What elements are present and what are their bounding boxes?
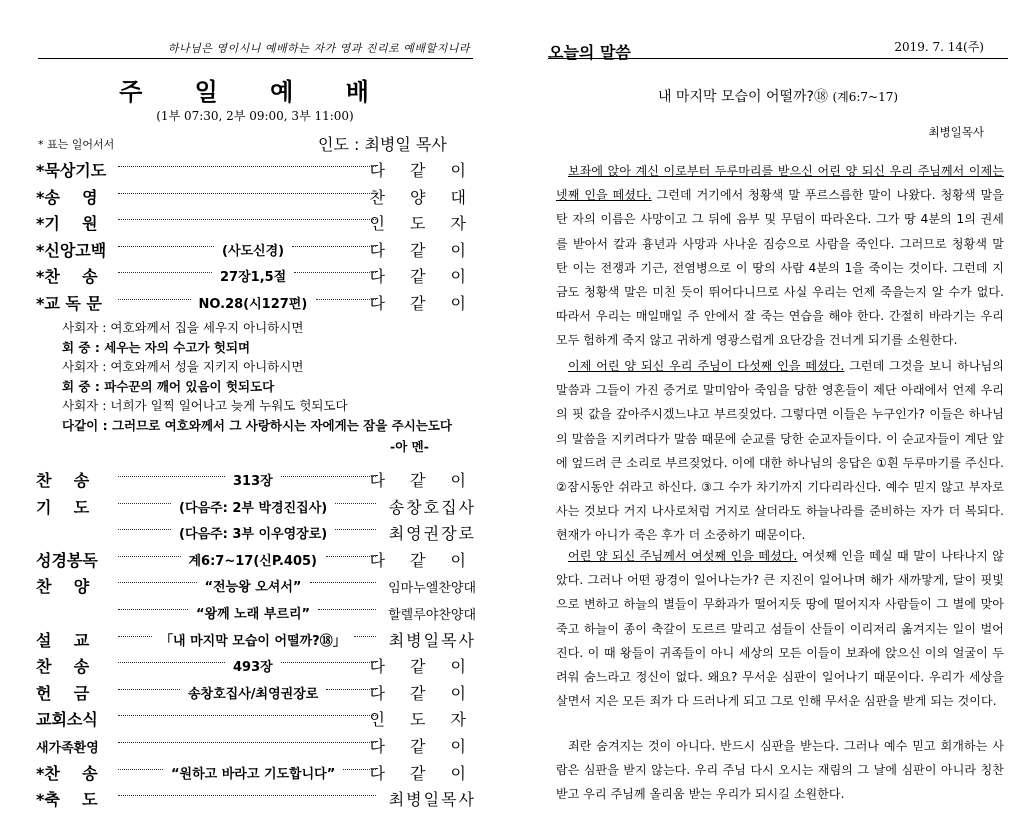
responsive-line: [62, 318, 482, 336]
order-row: [36, 209, 476, 235]
responsive-text: 여호와께서 집을 세우지 아니하시면: [110, 320, 304, 335]
amen: -아 멘-: [390, 439, 429, 454]
section-header: 오늘의 말씀: [548, 43, 631, 62]
standing-note: * 표는 일어서서: [38, 138, 115, 151]
dot-leader: [118, 219, 376, 220]
dot-leader: [118, 503, 171, 504]
paragraph-2: [556, 354, 1004, 548]
page-title: 주 일 예 배: [119, 77, 391, 106]
dot-leader: [318, 609, 376, 610]
sermon-reference: (계6:7~17): [832, 90, 899, 104]
order-row: [36, 519, 476, 545]
order-row: [36, 626, 476, 652]
order-person: 다 같 이: [369, 657, 476, 677]
dot-leader: [118, 609, 188, 610]
order-row: [36, 652, 476, 678]
sermon-column: [528, 0, 1028, 824]
order-person: 다 같 이: [369, 293, 476, 313]
order-label: 기 도: [36, 497, 90, 517]
responsive-text: 너희가 일찍 일어나고 늦게 누워도 헛되도다: [110, 398, 348, 413]
order-row: [36, 572, 476, 598]
order-label: 성경봉독: [36, 550, 98, 570]
dot-leader: [335, 529, 376, 530]
order-label: *송 영: [36, 187, 98, 207]
responsive-speaker: 회 중 :: [62, 378, 100, 394]
responsive-speaker: 사회자 :: [62, 398, 107, 413]
order-detail: 「내 마지막 모습이 어떨까?⑱」: [160, 633, 346, 649]
order-row: [36, 599, 476, 625]
order-label: *축 도: [36, 790, 98, 810]
dot-leader: [118, 193, 376, 194]
order-person: 다 같 이: [369, 737, 476, 756]
dot-leader: [326, 689, 376, 690]
order-label: 찬 송: [36, 471, 90, 490]
order-detail: “전능왕 오셔서”: [204, 580, 302, 596]
order-detail: “왕께 노래 부르리”: [196, 607, 311, 622]
order-person: 할렐루야찬양대: [388, 608, 476, 623]
responsive-text: 여호와께서 성을 지키지 아니하시면: [110, 359, 304, 374]
order-detail: 계6:7~17(신P.405): [188, 553, 317, 569]
order-detail: NO.28(시127편): [198, 296, 308, 312]
order-row: [36, 236, 476, 262]
order-row: [36, 732, 476, 758]
responsive-speaker: 다같이 :: [62, 417, 108, 433]
order-person: 최영권장로: [388, 524, 476, 544]
order-person: 다 같 이: [369, 267, 476, 286]
order-label: 찬 송: [36, 657, 90, 677]
order-row: [36, 493, 476, 519]
date: 2019. 7. 14(주): [894, 40, 984, 54]
paragraph-2-lead: 이제 어린 양 되신 우리 주님이 다섯째 인을 떼셨다.: [568, 359, 845, 373]
order-label: 새가족환영: [36, 741, 99, 756]
order-detail: 313장: [233, 474, 273, 489]
responsive-line: [62, 377, 482, 395]
responsive-line: [62, 357, 482, 375]
order-person: 다 같 이: [369, 763, 476, 783]
order-label: 헌 금: [36, 683, 90, 703]
order-row: [36, 785, 476, 811]
order-person: 다 같 이: [369, 240, 476, 260]
sermon-title-text: 내 마지막 모습이 어떨까?⑱: [657, 89, 828, 105]
order-row: [36, 289, 476, 315]
order-label: *교 독 문: [36, 293, 102, 313]
order-detail: (다음주: 2부 박경진집사): [179, 500, 328, 516]
order-person: 찬 양 대: [369, 187, 476, 207]
order-row: [36, 466, 476, 492]
responsive-text: 파수꾼의 깨어 있음이 헛되도다: [104, 378, 275, 394]
order-row: [36, 759, 476, 785]
responsive-speaker: 회 중 :: [62, 339, 100, 355]
dot-leader: [310, 582, 377, 583]
author: 최병일목사: [928, 125, 984, 139]
sermon-title: [528, 86, 1028, 106]
dot-leader: [118, 795, 376, 796]
order-person: 송창호집사: [388, 497, 476, 517]
motto: 하나님은 영이시니 예배하는 자가 영과 진리로 예배할지니라: [167, 42, 470, 55]
order-person: 인 도 자: [369, 710, 476, 730]
order-detail: 27장1,5절: [220, 270, 287, 285]
dot-leader: [118, 689, 180, 690]
order-row: [36, 156, 476, 182]
paragraph-1-lead: 보좌에 앉아 계신 이로부터 두루마리를 받으신 어린 양 되신 우리 주님께서 이제는 넷째 인을 떼셨다.: [556, 164, 1004, 203]
order-person: 최병일목사: [388, 790, 476, 810]
dot-leader: [118, 166, 376, 167]
order-label: *묵상기도: [36, 161, 107, 180]
dot-leader: [343, 769, 376, 770]
responsive-line: [62, 338, 482, 356]
order-label: *찬 송: [36, 267, 98, 286]
worship-order-column: [0, 0, 500, 824]
responsive-line: [62, 416, 482, 434]
dot-leader: [118, 582, 197, 583]
dot-leader: [335, 503, 376, 504]
header-divider: [548, 58, 1008, 59]
order-label: *찬 송: [36, 763, 98, 783]
dot-leader: [294, 272, 376, 273]
order-row: [36, 705, 476, 731]
paragraph-4: 죄란 숨겨지는 것이 아니다. 반드시 심판을 받는다. 그러나 예수 믿고 회개하는 사람은 심판을 받지 않는다. 우리 주님 다시 오시는 재림의 그 날에 심판이 아니라 칭찬받고 우리 주님께 올리움 받는 우리가 되시길 소원한다.: [556, 739, 1004, 802]
paragraph-2-body: 그런데 그것을 보니 하나님의 말씀과 그들이 가진 증거로 말미암아 죽임을 당한 영혼들이 제단 아래에서 언제 우리의 핏 값을 갚아주시겠느냐고 부르짖었다. 그렇다면 이들은 누구인가? 이들은 하나님의 말씀을 지키려다가 말씀 때문에 순교를 당한 순교자들이다. 이 순교자들이 계단 앞에 엎드려 큰 소리로 부르짖었다. 이에 대한 하나님의 응답은 ①흰 두루마기를 주신다. ②잠시동안 쉬라고 하신다. ③그 수가 차기까지 기다리라신다. 예수 믿지 않고 부자로 사는 것보다 거지 나사로처럼 거지로 살더라도 하늘나라를 준비하는 자가 더 복되다. 현재가 아니가 죽은 후가 더 소중하기 때문이다.: [556, 359, 1004, 543]
order-label: 설 교: [36, 630, 90, 650]
paragraph-3-lead: 어린 양 되신 주님께서 여섯째 인을 떼셨다.: [568, 549, 798, 563]
order-label: 교회소식: [36, 710, 98, 730]
order-person: 임마누엘찬양대: [388, 581, 476, 597]
dot-leader: [118, 636, 152, 637]
order-detail: (사도신경): [222, 243, 285, 259]
order-person: 최병일목사: [388, 630, 476, 650]
responsive-line: [62, 396, 482, 414]
order-detail: 493장: [233, 660, 273, 676]
paragraph-3: [556, 544, 1004, 713]
responsive-text: 세우는 자의 수고가 헛되며: [104, 339, 251, 355]
order-detail: (다음주: 3부 이우영장로): [179, 527, 328, 543]
order-detail: 송창호집사/최영권장로: [188, 686, 319, 702]
dot-leader: [118, 529, 171, 530]
dot-leader: [354, 636, 376, 637]
dot-leader: [316, 299, 377, 300]
order-person: 인 도 자: [369, 214, 476, 233]
dot-leader: [118, 556, 181, 557]
leader: 인도 : 최병일 목사: [318, 135, 447, 154]
motto-divider: [38, 58, 473, 59]
order-label: *신앙고백: [36, 240, 107, 260]
dot-leader: [118, 662, 225, 663]
order-row: [36, 262, 476, 288]
dot-leader: [118, 742, 376, 743]
dot-leader: [281, 476, 376, 477]
order-person: 다 같 이: [369, 471, 476, 490]
dot-leader: [118, 272, 212, 273]
order-label: 찬 양: [36, 577, 90, 597]
dot-leader: [118, 299, 191, 300]
dot-leader: [326, 556, 377, 557]
order-row: [36, 183, 476, 209]
order-person: 다 같 이: [369, 683, 476, 703]
service-times: (1부 07:30, 2부 09:00, 3부 11:00): [156, 109, 354, 123]
order-person: 다 같 이: [369, 161, 476, 180]
dot-leader: [292, 246, 376, 247]
order-row: [36, 546, 476, 572]
order-detail: “원하고 바라고 기도합니다”: [171, 766, 336, 782]
dot-leader: [281, 662, 376, 663]
paragraph-1-body: 그런데 거기에서 청황색 말 푸르스름한 말이 나왔다. 청황색 말을 탄 자의 이름은 사망이고 그 뒤에 음부 및 무덤이 따라온다. 그가 땅 4분의 1의 권세를 받아서 칼과 흉년과 사망과 사나운 짐승으로 사람을 죽인다. 그러므로 청황색 말 탄 이는 전쟁과 기근, 전염병으로 이 땅의 사람 4분의 1을 죽이는 것이다. 그런데 지금도 청황색 말은 미친 듯이 뛰어다니므로 사실 우리는 언제 죽을는지 알 수가 없다. 따라서 우리는 매일매일 주 안에서 잘 죽는 연습을 해야 한다. 간절히 바라기는 우리 모두 험하게 죽지 않고 귀하게 영광스럽게 요단강을 건너게 되기를 소원한다.: [556, 188, 1004, 348]
order-row: [36, 679, 476, 705]
paragraph-1: [556, 159, 1004, 353]
dot-leader: [118, 246, 214, 247]
responsive-speaker: 사회자 :: [62, 320, 107, 335]
responsive-speaker: 사회자 :: [62, 359, 107, 374]
dot-leader: [118, 715, 376, 716]
paragraph-3-body: 여섯째 인을 떼실 때 말이 나타나지 않았다. 그러나 어떤 광경이 일어나는가? 큰 지진이 일어나며 해가 새까맣게, 달이 핏빛으로 변하고 하늘의 별들이 무화과가 떨어지듯 땅에 떨어지자 사람들이 그 별에 맞아죽고 하늘이 종이 축갈이 도르르 말리고 섬들이 산들이 이리저리 옮겨지는 일이 벌어진다. 이 때 왕들이 귀족들이 아니 세상의 모든 이들이 보좌에 앉으신 이의 얼굴이 두려워 숨느라고 정신이 없다. 왜요? 무서운 심판이 일어나기 때문이다. 우리가 세상을 살면서 지은 모든 죄가 다 드러나게 되고 그로 인해 무서운 심판을 받게 되는 것이다.: [556, 549, 1004, 709]
responsive-text: 그러므로 여호와께서 그 사랑하시는 자에게는 잠을 주시는도다: [111, 417, 452, 433]
dot-leader: [118, 476, 225, 477]
dot-leader: [118, 769, 163, 770]
order-person: 다 같 이: [369, 550, 476, 570]
order-label: *기 원: [36, 214, 98, 233]
